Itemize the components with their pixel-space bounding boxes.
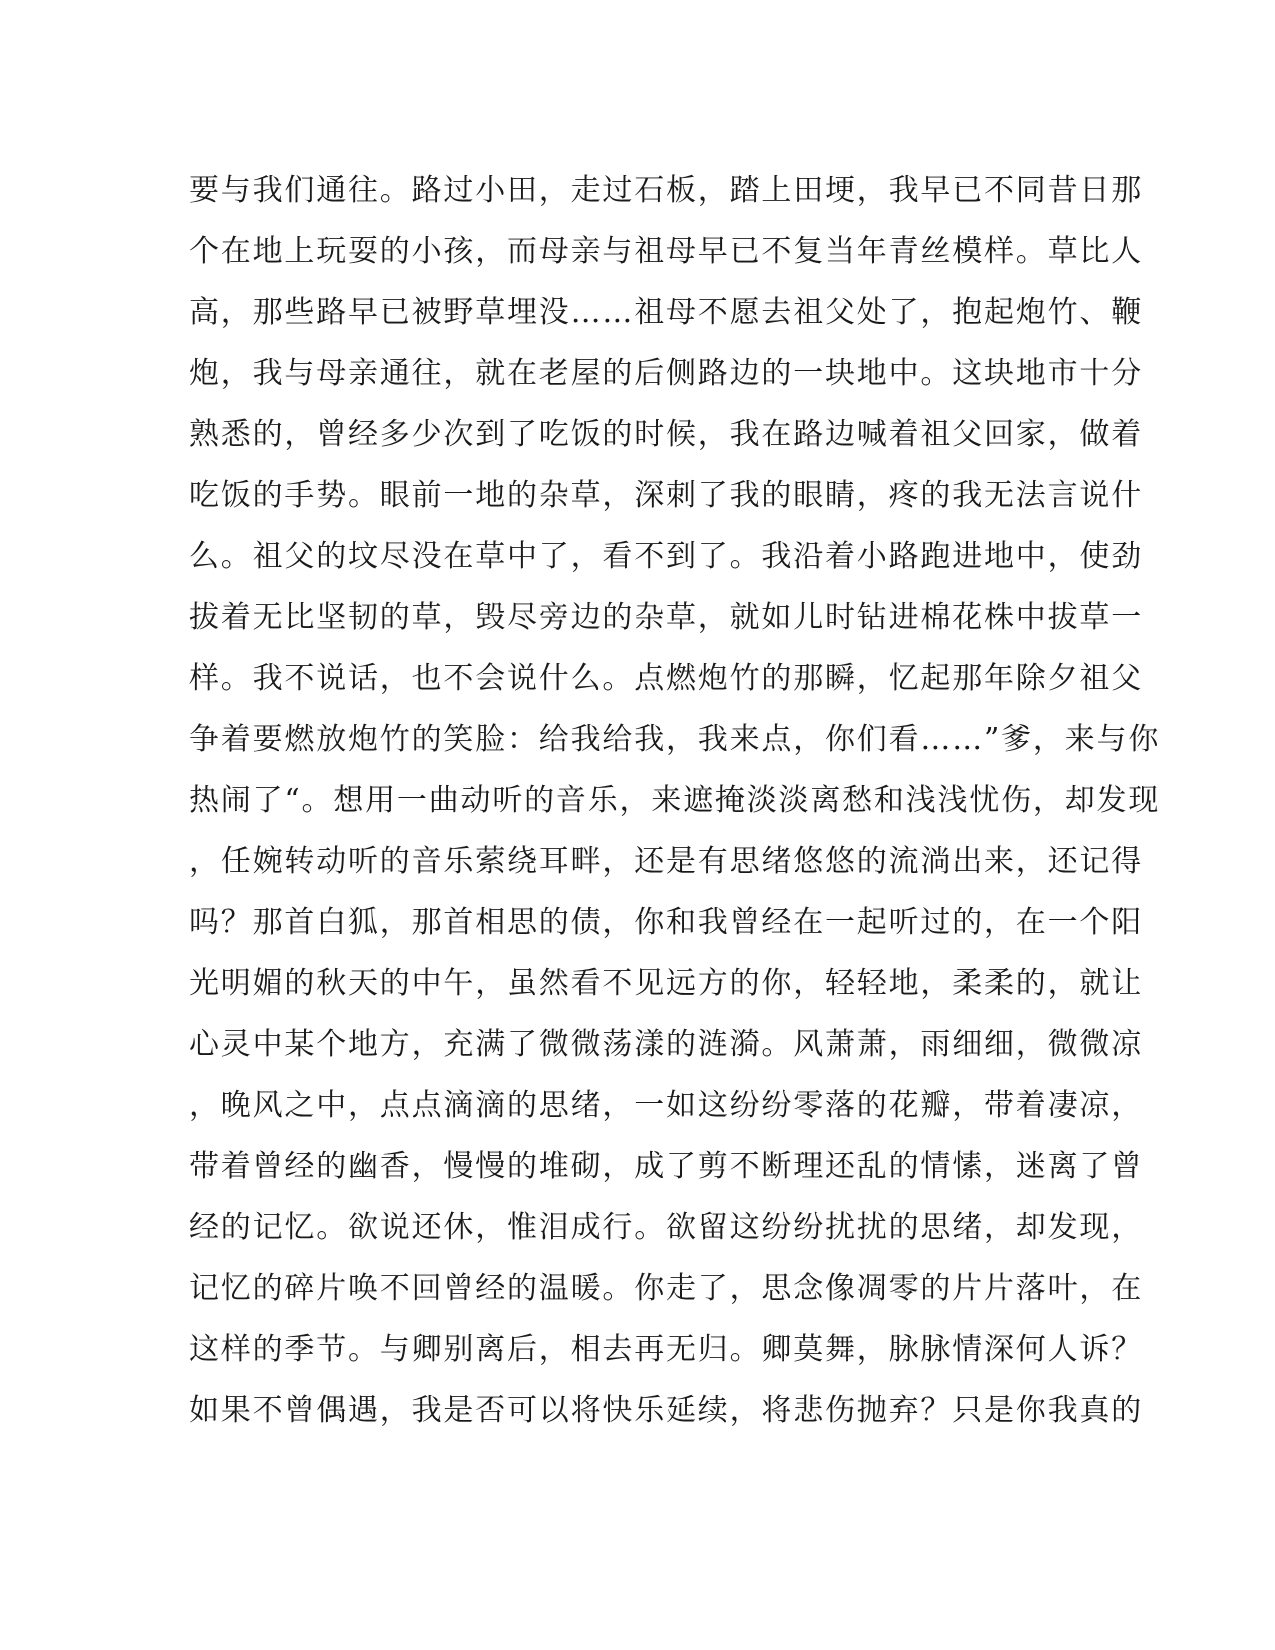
text-line: 吗？那首白狐，那首相思的债，你和我曾经在一起听过的，在一个阳 [189, 905, 1143, 940]
text-line: 吃饭的手势。眼前一地的杂草，深刺了我的眼睛，疼的我无法言说什 [189, 478, 1143, 513]
text-line: 这样的季节。与卿别离后，相去再无归。卿莫舞，脉脉情深何人诉？ [189, 1332, 1143, 1367]
text-line: 记忆的碎片唤不回曾经的温暖。你走了，思念像凋零的片片落叶，在 [189, 1271, 1143, 1306]
text-line: 心灵中某个地方，充满了微微荡漾的涟漪。风萧萧，雨细细，微微凉 [189, 1027, 1143, 1062]
text-line: 光明媚的秋天的中午，虽然看不见远方的你，轻轻地，柔柔的，就让 [189, 966, 1143, 1001]
text-line: 经的记忆。欲说还休，惟泪成行。欲留这纷纷扰扰的思绪，却发现， [189, 1210, 1143, 1245]
body-text [189, 160, 1161, 1441]
text-line: 高，那些路早已被野草埋没……祖母不愿去祖父处了，抱起炮竹、鞭 [189, 295, 1143, 330]
text-line: 要与我们通往。路过小田，走过石板，踏上田埂，我早已不同昔日那 [189, 173, 1143, 208]
text-line: 么。祖父的坟尽没在草中了，看不到了。我沿着小路跑进地中，使劲 [189, 539, 1143, 574]
text-line: ，晚风之中，点点滴滴的思绪，一如这纷纷零落的花瓣，带着凄凉， [189, 1088, 1143, 1123]
text-line: 熟悉的，曾经多少次到了吃饭的时候，我在路边喊着祖父回家，做着 [189, 417, 1143, 452]
text-line: ，任婉转动听的音乐萦绕耳畔，还是有思绪悠悠的流淌出来，还记得 [189, 844, 1143, 879]
text-line: 个在地上玩耍的小孩，而母亲与祖母早已不复当年青丝模样。草比人 [189, 234, 1143, 269]
text-line: 争着要燃放炮竹的笑脸：给我给我，我来点，你们看……”爹，来与你 [189, 722, 1161, 757]
text-line: 炮，我与母亲通往，就在老屋的后侧路边的一块地中。这块地市十分 [189, 356, 1143, 391]
text-line: 带着曾经的幽香，慢慢的堆砌，成了剪不断理还乱的情愫，迷离了曾 [189, 1149, 1143, 1184]
text-line: 样。我不说话，也不会说什么。点燃炮竹的那瞬，忆起那年除夕祖父 [189, 661, 1143, 696]
text-line: 拔着无比坚韧的草，毁尽旁边的杂草，就如儿时钻进棉花株中拔草一 [189, 600, 1143, 635]
text-line: 如果不曾偶遇，我是否可以将快乐延续，将悲伤抛弃？只是你我真的 [189, 1393, 1143, 1428]
text-line: 热闹了“。想用一曲动听的音乐，来遮掩淡淡离愁和浅浅忧伤，却发现 [189, 783, 1161, 818]
